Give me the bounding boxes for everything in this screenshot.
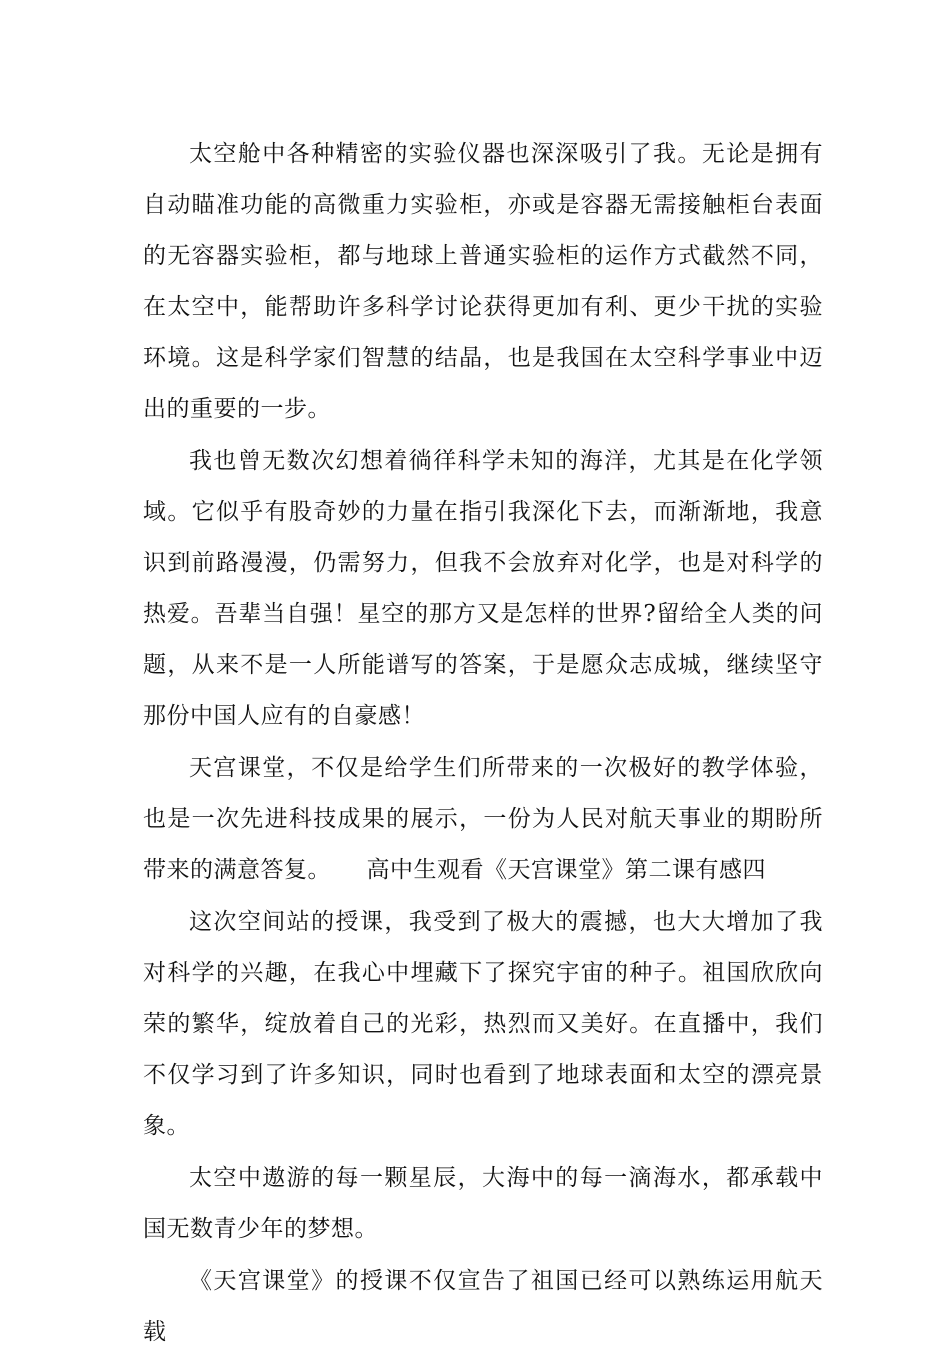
- paragraph-chemistry-dream: 我也曾无数次幻想着徜徉科学未知的海洋，尤其是在化学领域。它似乎有股奇妙的力量在指引我深化下去，而渐渐地，我意识到前路漫漫，仍需努力，但我不会放弃对化学，也是对科学的热爱。吾辈当自强！星空的那方又是怎样的世界?留给全人类的问题，从来不是一人所能谱写的答案，于是愿众志成城，继续坚守那份中国人应有的自豪感！: [143, 448, 823, 729]
- paragraph-space-station-lesson: 这次空间站的授课，我受到了极大的震撼，也大大增加了我对科学的兴趣，在我心中埋藏下了探究宇宙的种子。祖国欣欣向荣的繁华，绽放着自己的光彩，热烈而又美好。在直播中，我们不仅学习到了许多知识，同时也看到了地球表面和太空的漂亮景象。: [143, 909, 823, 1139]
- paragraph-lesson-announcement: 《天宫课堂》的授课不仅宣告了祖国已经可以熟练运用航天载: [143, 1268, 823, 1345]
- paragraph-tiangong-classroom: 天宫课堂，不仅是给学生们所带来的一次极好的教学体验，也是一次先进科技成果的展示，一份为人民对航天事业的期盼所带来的满意答复。 高中生观看《天宫课堂》第二课有感四: [143, 755, 823, 883]
- paragraph-youth-dreams: 太空中遨游的每一颗星辰，大海中的每一滴海水，都承载中国无数青少年的梦想。: [143, 1165, 823, 1242]
- document-body: [143, 129, 823, 1358]
- paragraph-lab-instruments: 太空舱中各种精密的实验仪器也深深吸引了我。无论是拥有自动瞄准功能的高微重力实验柜，亦或是容器无需接触柜台表面的无容器实验柜，都与地球上普通实验柜的运作方式截然不同，在太空中，能帮助许多科学讨论获得更加有利、更少干扰的实验环境。这是科学家们智慧的结晶，也是我国在太空科学事业中迈出的重要的一步。: [143, 141, 823, 422]
